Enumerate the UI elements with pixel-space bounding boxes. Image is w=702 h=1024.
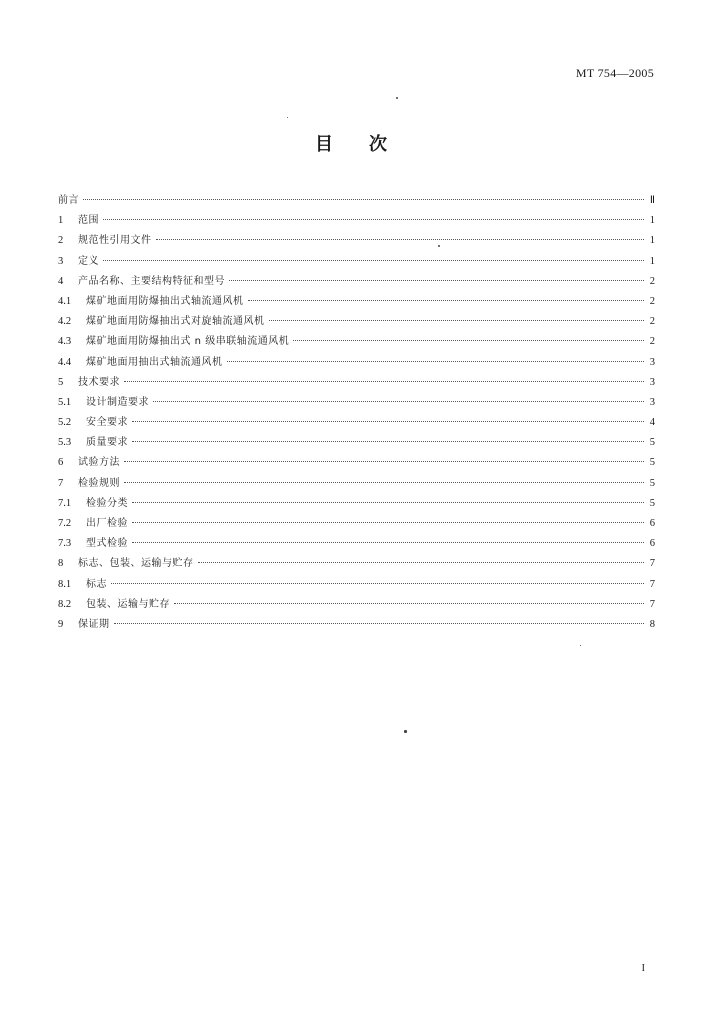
toc-leader-dots — [229, 279, 644, 281]
toc-entry-title: 质量要求 — [86, 437, 128, 449]
toc-entry-page: 2 — [649, 295, 655, 307]
scan-speck — [438, 245, 440, 247]
toc-entry-number: 4 — [58, 275, 64, 287]
toc-leader-dots — [198, 561, 645, 563]
toc-entry-page: 6 — [649, 518, 655, 529]
toc-entry[interactable] — [58, 413, 655, 433]
toc-entry-number: 4.4 — [58, 356, 72, 368]
toc-leader-dots — [269, 319, 645, 321]
toc-entry[interactable] — [58, 494, 655, 514]
toc-entry-page: 5 — [649, 437, 655, 449]
toc-entry-number: 8.1 — [58, 578, 72, 590]
toc-entry[interactable] — [58, 575, 655, 595]
toc-entry[interactable] — [58, 453, 655, 473]
toc-entry[interactable] — [58, 292, 655, 312]
toc-entry-title: 标志 — [86, 578, 107, 590]
toc-entry[interactable] — [58, 474, 655, 494]
toc-entry[interactable] — [58, 312, 655, 332]
toc-entry-title: 产品名称、主要结构特征和型号 — [78, 275, 225, 287]
toc-entry-number: 2 — [58, 235, 64, 247]
toc-entry[interactable] — [58, 211, 655, 231]
toc-entry-number: 4.3 — [58, 336, 72, 348]
toc-entry-title: 技术要求 — [78, 376, 120, 388]
toc-entry-number: 5 — [58, 376, 64, 388]
toc-entry-title: 检验规则 — [78, 477, 120, 489]
toc-entry-number: 5.3 — [58, 437, 72, 449]
toc-entry-title: 定义 — [78, 255, 99, 267]
toc-entry[interactable] — [58, 514, 655, 534]
toc-entry-title: 设计制造要求 — [86, 396, 149, 408]
toc-entry-title: 检验分类 — [86, 497, 128, 509]
toc-entry-number: 6 — [58, 457, 64, 469]
toc-entry-page: 5 — [649, 497, 655, 509]
toc-entry[interactable] — [58, 272, 655, 292]
toc-entry-number: 7.3 — [58, 538, 72, 550]
toc-leader-dots — [124, 481, 644, 483]
toc-entry-title: 保证期 — [78, 618, 110, 630]
toc-leader-dots — [132, 541, 644, 543]
toc-entry-page: 8 — [649, 618, 655, 630]
toc-entry[interactable] — [58, 393, 655, 413]
toc-entry-number: 3 — [58, 255, 64, 267]
toc-entry-number: 8.2 — [58, 598, 72, 610]
toc-leader-dots — [156, 238, 645, 240]
toc-leader-dots — [132, 521, 644, 523]
toc-entry-page: 7 — [649, 578, 655, 590]
toc-entry-page: 2 — [649, 275, 655, 287]
scan-speck — [396, 97, 398, 99]
toc-entry-number: 7.1 — [58, 497, 72, 509]
toc-entry-number: 5.1 — [58, 396, 72, 408]
toc-leader-dots — [132, 420, 644, 422]
toc-leader-dots — [132, 501, 644, 503]
toc-entry[interactable] — [58, 353, 655, 373]
toc-entry-title: 安全要求 — [86, 417, 128, 429]
toc-entry-title: 煤矿地面用抽出式轴流通风机 — [86, 356, 223, 368]
scan-speck — [580, 645, 581, 646]
toc-entry-title: 型式检验 — [86, 538, 128, 550]
toc-entry-number: 5.2 — [58, 417, 72, 429]
toc-entry[interactable] — [58, 191, 655, 211]
scan-speck — [404, 730, 407, 733]
toc-leader-dots — [153, 400, 644, 402]
toc-entry[interactable] — [58, 252, 655, 272]
toc-entry-title: 前言 — [58, 195, 79, 206]
toc-entry-page: 7 — [649, 558, 655, 570]
toc-entry[interactable] — [58, 373, 655, 393]
toc-entry-page: 5 — [649, 457, 655, 469]
toc-entry-number: 9 — [58, 618, 64, 630]
toc-entry[interactable] — [58, 534, 655, 554]
toc-entry[interactable] — [58, 615, 655, 635]
toc-entry-page: 1 — [649, 235, 655, 247]
toc-entry-page: 6 — [649, 538, 655, 550]
page-number: I — [641, 963, 645, 974]
toc-entry-title: 标志、包装、运输与贮存 — [78, 558, 194, 570]
toc-entry-page: 1 — [649, 215, 655, 227]
toc-entry-page: 4 — [649, 417, 655, 429]
toc-leader-dots — [111, 582, 644, 584]
toc-entry-number: 1 — [58, 215, 64, 227]
scan-speck — [287, 117, 288, 118]
toc-entry-number: 4.1 — [58, 295, 72, 307]
toc-leader-dots — [103, 218, 644, 220]
toc-entry-page: 3 — [649, 356, 655, 368]
toc-entry-title: 煤矿地面用防爆抽出式 n 级串联轴流通风机 — [86, 336, 290, 348]
toc-entry-title: 包装、运输与贮存 — [86, 598, 170, 610]
toc-entry-title: 出厂检验 — [86, 518, 128, 529]
toc-leader-dots — [103, 259, 644, 261]
toc-entry-page: 2 — [649, 336, 655, 348]
toc-leader-dots — [132, 440, 644, 442]
toc-entry-page: 2 — [649, 316, 655, 328]
toc-entry-number: 7.2 — [58, 518, 72, 529]
toc-entry-page: 3 — [649, 396, 655, 408]
toc-leader-dots — [248, 299, 645, 301]
toc-entry-page: Ⅱ — [649, 195, 655, 206]
toc-entry[interactable] — [58, 433, 655, 453]
toc-entry-title: 煤矿地面用防爆抽出式轴流通风机 — [86, 295, 244, 307]
table-of-contents — [58, 191, 655, 635]
toc-entry-number: 4.2 — [58, 316, 72, 328]
toc-leader-dots — [293, 339, 644, 341]
page-title: 目次 — [315, 134, 423, 155]
toc-leader-dots — [114, 622, 645, 624]
toc-leader-dots — [227, 360, 645, 362]
toc-leader-dots — [174, 602, 644, 604]
toc-entry[interactable] — [58, 554, 655, 574]
toc-leader-dots — [83, 198, 644, 200]
toc-entry[interactable] — [58, 595, 655, 615]
toc-leader-dots — [124, 380, 644, 382]
toc-entry[interactable] — [58, 231, 655, 251]
toc-entry-number: 8 — [58, 558, 64, 570]
toc-entry-title: 范围 — [78, 215, 99, 227]
toc-entry-page: 5 — [649, 477, 655, 489]
toc-entry-title: 试验方法 — [78, 457, 120, 469]
toc-entry-page: 3 — [649, 376, 655, 388]
toc-entry-page: 1 — [649, 255, 655, 267]
toc-entry-title: 规范性引用文件 — [78, 235, 152, 247]
toc-entry[interactable] — [58, 332, 655, 352]
toc-entry-page: 7 — [649, 598, 655, 610]
standard-number: MT 754—2005 — [575, 66, 654, 80]
toc-entry-title: 煤矿地面用防爆抽出式对旋轴流通风机 — [86, 316, 265, 328]
toc-entry-number: 7 — [58, 477, 64, 489]
toc-leader-dots — [124, 460, 644, 462]
